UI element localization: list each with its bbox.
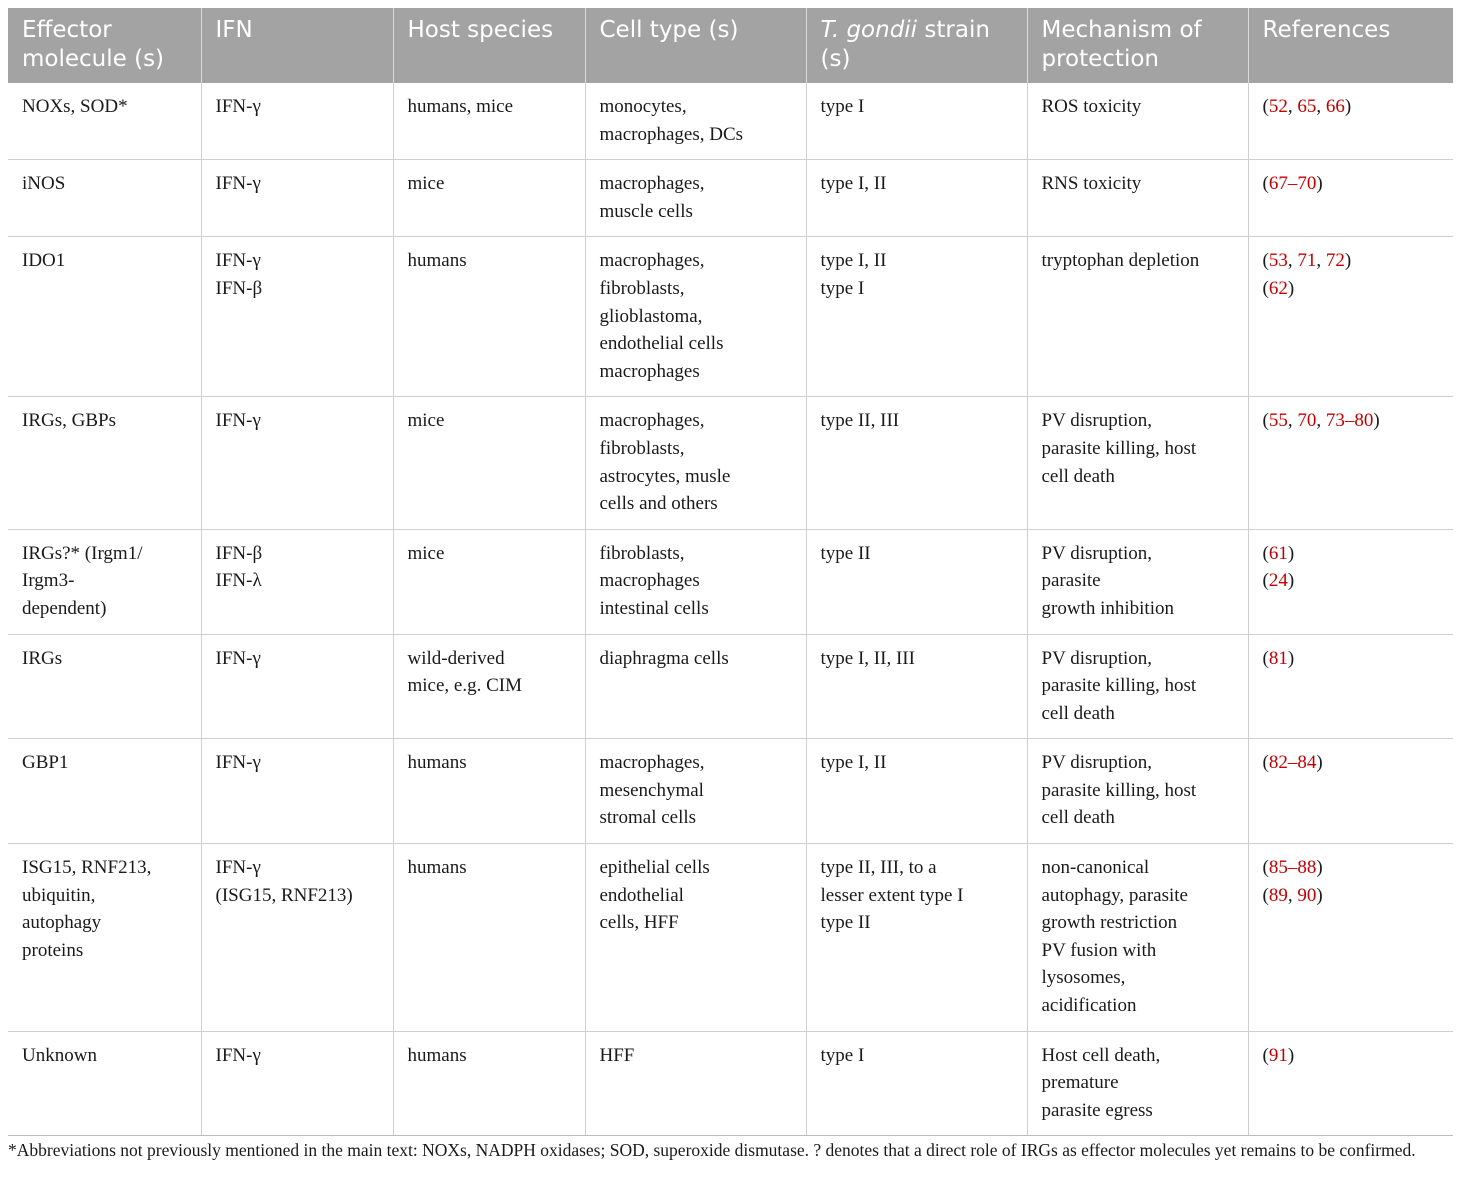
cell-mechanism: PV disruption, parasite growth inhibition [1027, 529, 1248, 634]
cell-references [1248, 529, 1453, 634]
reference-line: (89, 90) [1262, 884, 1323, 906]
cell-references [1248, 739, 1453, 844]
cell-cell-type: HFF [585, 1031, 806, 1136]
header-ifn: IFN [201, 8, 393, 83]
cell-host: humans, mice [393, 83, 585, 160]
cell-mechanism: Host cell death, premature parasite egress [1027, 1031, 1248, 1136]
reference-line: (61) [1262, 542, 1295, 564]
cell-references [1248, 1031, 1453, 1136]
cell-effector: GBP1 [8, 739, 201, 844]
reference-line: (81) [1262, 647, 1295, 669]
cell-effector: ISG15, RNF213, ubiquitin, autophagy proteins [8, 844, 201, 1032]
cell-strain: type II, III [806, 397, 1027, 529]
cell-effector: NOXs, SOD* [8, 83, 201, 160]
table-body [8, 83, 1453, 1136]
cell-effector: IDO1 [8, 237, 201, 397]
header-cell-type: Cell type (s) [585, 8, 806, 83]
cell-host: humans [393, 1031, 585, 1136]
cell-effector: iNOS [8, 160, 201, 237]
cell-ifn: IFN-β IFN-λ [201, 529, 393, 634]
cell-cell-type: macrophages, fibroblasts, glioblastoma, endothelial cells macrophages [585, 237, 806, 397]
cell-strain: type I, II, III [806, 634, 1027, 739]
table-row [8, 160, 1453, 237]
cell-mechanism: PV disruption, parasite killing, host cell death [1027, 397, 1248, 529]
cell-strain: type I [806, 83, 1027, 160]
cell-host: wild-derived mice, e.g. CIM [393, 634, 585, 739]
cell-cell-type: epithelial cells endothelial cells, HFF [585, 844, 806, 1032]
footnote: *Abbreviations not previously mentioned in the main text: NOXs, NADPH oxidases; SOD, superoxide dismutase. ? denotes that a direct role of IRGs as effector molecules yet remains to be confirmed. [8, 1140, 1416, 1160]
cell-references [1248, 397, 1453, 529]
cell-cell-type: macrophages, fibroblasts, astrocytes, musle cells and others [585, 397, 806, 529]
cell-cell-type: macrophages, muscle cells [585, 160, 806, 237]
table-row [8, 83, 1453, 160]
header-references: References [1248, 8, 1453, 83]
cell-mechanism: RNS toxicity [1027, 160, 1248, 237]
cell-references [1248, 83, 1453, 160]
cell-ifn: IFN-γ IFN-β [201, 237, 393, 397]
table-row [8, 1031, 1453, 1136]
cell-ifn: IFN-γ [201, 634, 393, 739]
header-effector: Effector molecule (s) [8, 8, 201, 83]
cell-effector: IRGs [8, 634, 201, 739]
cell-cell-type: fibroblasts, macrophages intestinal cells [585, 529, 806, 634]
cell-cell-type: diaphragma cells [585, 634, 806, 739]
cell-cell-type: monocytes, macrophages, DCs [585, 83, 806, 160]
cell-ifn: IFN-γ [201, 1031, 393, 1136]
table-row [8, 237, 1453, 397]
header-row [8, 8, 1453, 83]
cell-references [1248, 634, 1453, 739]
reference-line: (85–88) [1262, 857, 1323, 879]
cell-references [1248, 160, 1453, 237]
cell-mechanism: ROS toxicity [1027, 83, 1248, 160]
reference-line: (55, 70, 73–80) [1262, 410, 1380, 432]
cell-references [1248, 844, 1453, 1032]
cell-strain: type II [806, 529, 1027, 634]
table-row [8, 844, 1453, 1032]
cell-host: mice [393, 160, 585, 237]
cell-host: humans [393, 739, 585, 844]
table-container [8, 8, 1453, 1136]
cell-cell-type: macrophages, mesenchymal stromal cells [585, 739, 806, 844]
table-row [8, 529, 1453, 634]
cell-references [1248, 237, 1453, 397]
cell-strain: type I, II [806, 160, 1027, 237]
cell-effector: IRGs, GBPs [8, 397, 201, 529]
reference-line: (53, 71, 72) [1262, 250, 1352, 272]
reference-line: (67–70) [1262, 173, 1323, 195]
cell-mechanism: non-canonical autophagy, parasite growth restriction PV fusion with lysosomes, acidification [1027, 844, 1248, 1032]
header-host: Host species [393, 8, 585, 83]
reference-line: (82–84) [1262, 752, 1323, 774]
cell-ifn: IFN-γ [201, 83, 393, 160]
header-mechanism: Mechanism of protection [1027, 8, 1248, 83]
table-row [8, 739, 1453, 844]
cell-mechanism: PV disruption, parasite killing, host cell death [1027, 739, 1248, 844]
cell-host: mice [393, 397, 585, 529]
cell-strain: type I, II type I [806, 237, 1027, 397]
cell-mechanism: PV disruption, parasite killing, host cell death [1027, 634, 1248, 739]
cell-strain: type II, III, to a lesser extent type I type II [806, 844, 1027, 1032]
cell-ifn: IFN-γ [201, 397, 393, 529]
reference-line: (24) [1262, 570, 1295, 592]
cell-effector: Unknown [8, 1031, 201, 1136]
cell-strain: type I, II [806, 739, 1027, 844]
effector-table [8, 8, 1453, 1136]
reference-line: (52, 65, 66) [1262, 96, 1352, 117]
reference-line: (91) [1262, 1044, 1295, 1066]
cell-mechanism: tryptophan depletion [1027, 237, 1248, 397]
cell-ifn: IFN-γ [201, 739, 393, 844]
cell-host: humans [393, 844, 585, 1032]
reference-line: (62) [1262, 277, 1295, 299]
table-row [8, 397, 1453, 529]
cell-strain: type I [806, 1031, 1027, 1136]
cell-effector: IRGs?* (Irgm1/ Irgm3- dependent) [8, 529, 201, 634]
header-strain-text: T. gondii strain (s) [820, 17, 990, 72]
cell-host: mice [393, 529, 585, 634]
header-strain [806, 8, 1027, 83]
cell-host: humans [393, 237, 585, 397]
table-row [8, 634, 1453, 739]
cell-ifn: IFN-γ [201, 160, 393, 237]
cell-ifn: IFN-γ (ISG15, RNF213) [201, 844, 393, 1032]
